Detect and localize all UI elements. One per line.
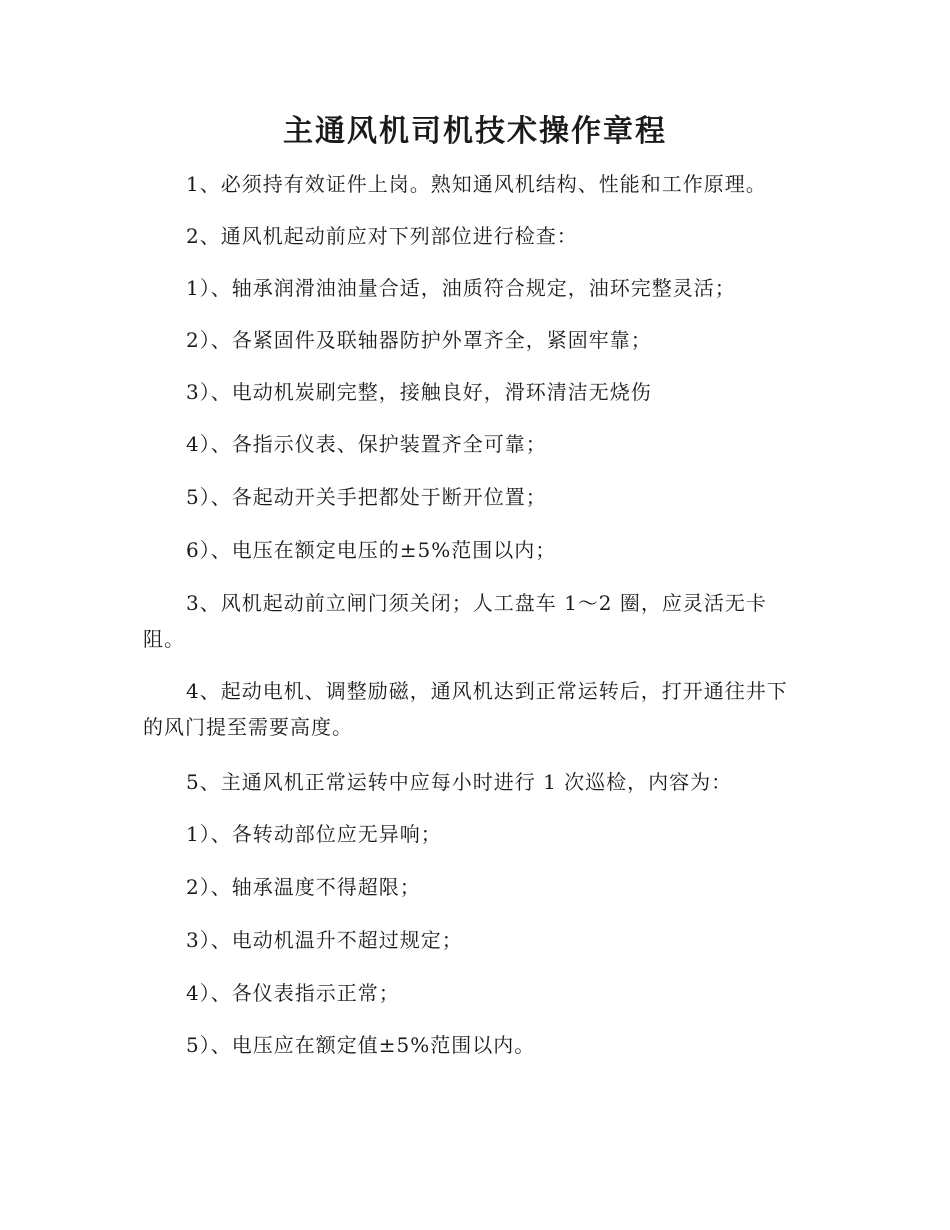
paragraph-8 (143, 532, 813, 568)
paragraph-line: 1、必须持有效证件上岗。熟知通风机结构、性能和工作原理。 (186, 172, 767, 196)
paragraph-10 (143, 673, 813, 745)
paragraph-1 (143, 166, 813, 202)
paragraph-line: 4）、各指示仪表、保护装置齐全可靠； (186, 432, 547, 456)
paragraph-line: 2）、轴承温度不得超限； (186, 875, 421, 899)
paragraph-line: 5）、电压应在额定值±5%范围以内。 (186, 1033, 536, 1057)
paragraph-15 (143, 975, 813, 1011)
paragraph-6 (143, 426, 813, 462)
paragraph-line: 3、风机起动前立闸门须关闭；人工盘车 1～2 圈，应灵活无卡 (186, 591, 767, 615)
paragraph-line: 2）、各紧固件及联轴器防护外罩齐全，紧固牢靠； (186, 328, 652, 352)
paragraph-3 (143, 270, 813, 306)
paragraph-9 (143, 585, 813, 657)
paragraph-line: 4）、各仪表指示正常； (186, 981, 400, 1005)
document-title: 主通风机司机技术操作章程 (283, 114, 667, 149)
paragraph-11 (143, 764, 813, 800)
paragraph-14 (143, 922, 813, 958)
paragraph-line: 3）、电动机炭刷完整，接触良好，滑环清洁无烧伤 (186, 380, 652, 404)
paragraph-line: 的风门提至需要高度。 (143, 715, 353, 739)
paragraph-line: 3）、电动机温升不超过规定； (186, 928, 463, 952)
paragraph-5 (143, 374, 813, 410)
paragraph-7 (143, 479, 813, 515)
paragraph-13 (143, 869, 813, 905)
paragraph-line: 1）、轴承润滑油油量合适，油质符合规定，油环完整灵活； (186, 276, 736, 300)
paragraph-line: 4、起动电机、调整励磁，通风机达到正常运转后，打开通往井下 (186, 679, 788, 703)
paragraph-line: 5）、各起动开关手把都处于断开位置； (186, 485, 547, 509)
paragraph-line: 6）、电压在额定电压的±5%范围以内； (186, 538, 557, 562)
paragraph-2 (143, 218, 813, 254)
paragraph-12 (143, 816, 813, 852)
paragraph-line: 2、通风机起动前应对下列部位进行检查： (186, 224, 578, 248)
paragraph-16 (143, 1027, 813, 1063)
paragraph-line: 5、主通风机正常运转中应每小时进行 1 次巡检，内容为： (186, 770, 733, 794)
paragraph-4 (143, 322, 813, 358)
paragraph-line: 阻。 (143, 627, 185, 651)
paragraph-line: 1）、各转动部位应无异响； (186, 822, 442, 846)
